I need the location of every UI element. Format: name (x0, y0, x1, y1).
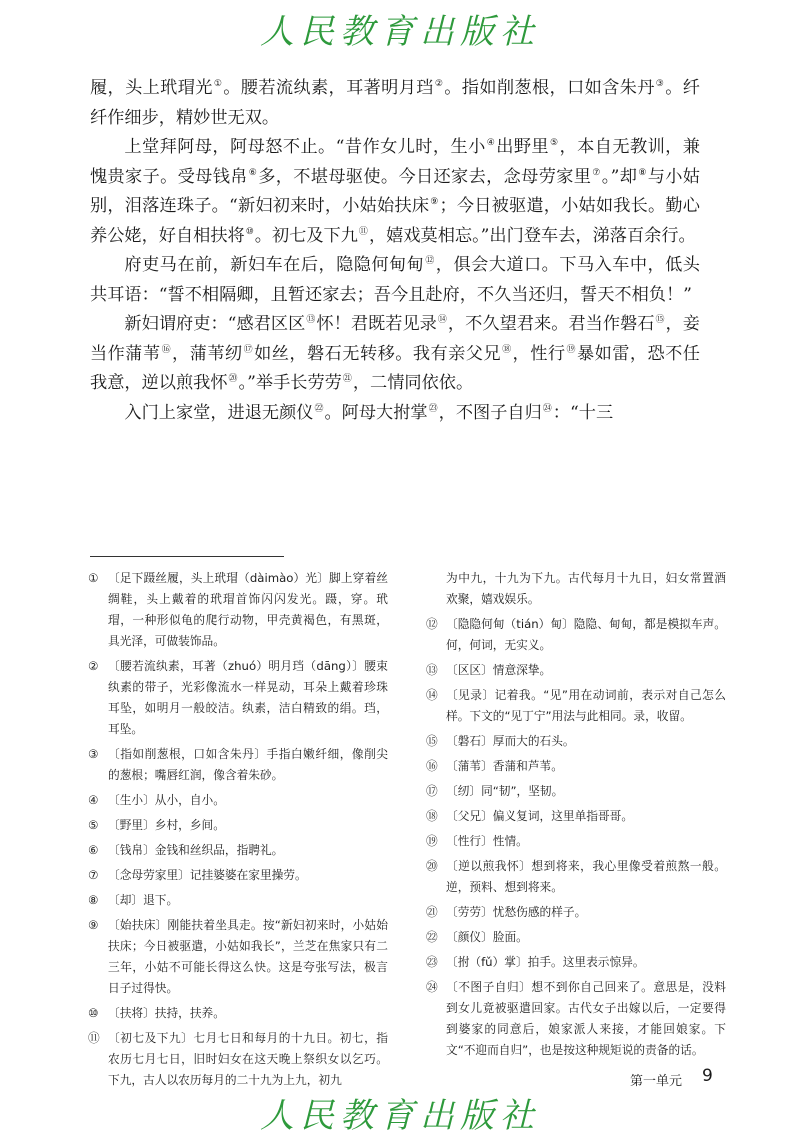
footnote-marker: ⑰ (243, 344, 254, 355)
paragraph (90, 310, 700, 399)
footnote (88, 890, 388, 911)
text-segment: 。纤纤作细步，精妙世无双。 (90, 78, 700, 128)
footnote-marker: ⑦ (592, 167, 601, 178)
text-segment: 府吏马在前，新妇车在后，隐隐何甸甸 (124, 255, 425, 275)
text-segment: ，俱会大道口。下马入车中，低头共耳语：“誓不相隔卿，且暂还家去；吾今且赴府，不久当还归，誓天不相负！” (90, 255, 700, 305)
footnote (426, 781, 726, 802)
footnote-marker: ⑯ (161, 344, 172, 355)
footnote-marker: ⑬ (306, 315, 316, 325)
text-segment: ，蒲苇纫 (172, 343, 243, 364)
footnote-number: ㉓ (426, 955, 438, 969)
text-segment: 履，头上玳瑁光 (90, 78, 213, 98)
footnote-text: 〔足下蹑丝履，头上玳瑁（dàimào）光〕脚上穿着丝绸鞋，头上戴着的玳瑁首饰闪闪发光。蹑，穿。玳瑁，一种形似龟的爬行动物，甲壳黄褐色，有黑斑，具光泽，可做装饰品。 (108, 571, 388, 648)
footnote-number: ⑱ (426, 809, 438, 823)
footnote (426, 831, 726, 852)
footnote (426, 756, 726, 777)
footnote-divider (90, 556, 284, 557)
footnote-text: 〔生小〕从小，自小。 (108, 793, 225, 807)
text-segment: 多，不堪母驱使。今日还家去，念母劳家里 (258, 166, 592, 187)
footnote (426, 806, 726, 827)
text-segment: ，本自无教训，兼愧贵家子。受母钱帛 (90, 137, 700, 187)
footnote-text: 〔磐石〕厚而大的石头。 (446, 734, 575, 748)
text-segment: ，不久望君来。君当作磐石 (447, 314, 655, 334)
footnote-marker: ⑳ (228, 374, 238, 384)
footnote-number: ③ (88, 747, 99, 761)
footnote-text: 〔扶将〕扶持，扶养。 (108, 1006, 225, 1020)
footnote-text: 〔念母劳家里〕记挂婆婆在家里操劳。 (108, 868, 307, 882)
footnote-marker: ⑮ (655, 315, 665, 325)
footnote-number: ⑤ (88, 818, 99, 832)
footnote-number: ⑩ (88, 1006, 99, 1020)
footnote-marker: ㉔ (542, 403, 552, 414)
footnote-text: 〔颜仪〕脸面。 (446, 930, 528, 944)
footnote-number: ㉑ (426, 905, 438, 919)
text-segment: 。”却 (601, 166, 638, 187)
text-segment: 如丝，磐石无转移。我有亲父兄 (254, 343, 502, 364)
publisher-logo-top: 人民教育出版社 (260, 12, 540, 52)
footnote-marker: ① (213, 79, 223, 89)
footnote (88, 915, 388, 999)
paragraph (90, 133, 700, 251)
footnote-number: ④ (88, 793, 99, 807)
footnote-number: ⑪ (88, 1031, 100, 1045)
footnote (88, 656, 388, 740)
footnote-marker: ⑧ (638, 167, 647, 178)
text-segment: 入门上家堂，进退无颜仪 (124, 402, 314, 423)
footnote (426, 614, 726, 656)
text-segment: 。指如削葱根，口如含朱丹 (444, 78, 655, 98)
paragraph (90, 251, 700, 310)
footnote-marker: ㉑ (342, 374, 352, 384)
footnote-text: 为中九，十九为下九。古代每月十九日，妇女常置酒欢聚，嬉戏娱乐。 (446, 571, 726, 606)
page-number: 9 (702, 1066, 713, 1086)
footnote-text: 〔野里〕乡村，乡间。 (108, 818, 225, 832)
footnote-number: ① (88, 571, 99, 585)
text-segment: ：“十三 (552, 402, 614, 423)
unit-label: 第一单元 (630, 1074, 683, 1089)
footnote-text: 〔见录〕记着我。“见”用在动词前，表示对自己怎么样。下文的“见丁宁”用法与此相同。录，收留。 (446, 688, 726, 723)
footnote-marker: ⑩ (245, 226, 254, 237)
text-segment: ，妾当作蒲苇 (90, 314, 700, 364)
text-segment: ，不图子自归 (438, 402, 542, 423)
footnote-number: ⑰ (426, 784, 438, 798)
footnote-number: ⑳ (426, 859, 438, 873)
footnote-marker: ④ (486, 138, 496, 148)
footnote (88, 815, 388, 836)
text-segment: 新妇谓府吏：“感君区区 (124, 314, 306, 334)
paragraph (90, 74, 700, 133)
footnote (426, 660, 726, 681)
footnote-marker: ⑭ (437, 315, 447, 325)
footnote-marker: ㉓ (428, 403, 438, 414)
footnote-text: 〔父兄〕偏义复词，这里单指哥哥。 (446, 809, 634, 823)
footnote-marker: ② (434, 79, 444, 89)
footnote (88, 840, 388, 861)
footnote (426, 731, 726, 752)
footnote-text: 〔不图子自归〕想不到你自己回来了。意思是，没料到女儿竟被驱遣回家。古代女子出嫁以后，一定要得到婆家的同意后，娘家派人来接，才能回娘家。下文“不迎而自归”，也是按这种规矩说的责备的话。 (446, 980, 726, 1057)
text-segment: 怀！君既若见录 (316, 314, 437, 334)
footnotes-right-column (426, 568, 726, 1061)
footnote (426, 856, 726, 898)
footnote-number: ⑫ (426, 617, 438, 631)
footnote-marker: ③ (655, 79, 665, 89)
text-segment: 上堂拜阿母，阿母怒不止。“昔作女儿时，生小 (124, 137, 486, 157)
footnote (88, 568, 388, 652)
text-segment: 。”举手长劳劳 (238, 373, 342, 393)
footnote-text: 〔劳劳〕忧愁伤感的样子。 (446, 905, 587, 919)
footnote-text: 〔初七及下九〕七月七日和每月的十九日。初七，指农历七月七日，旧时妇女在这天晚上祭织女以乞巧。下九，古人以农历每月的二十九为上九，初九 (108, 1031, 388, 1087)
footnote-text: 〔腰若流纨素，耳著（zhuó）明月珰（dāng）〕腰束纨素的带子，光彩像流水一样晃动，耳朵上戴着珍珠耳坠，如明月一般皎洁。纨素，洁白精致的绢。珰，耳坠。 (108, 659, 388, 736)
footnote-number: ⑲ (426, 834, 438, 848)
text-segment: 出野里 (496, 137, 550, 157)
text-segment: ，二情同依依。 (352, 373, 474, 393)
footnote-text: 〔蒲苇〕香蒲和芦苇。 (446, 759, 563, 773)
footnote (426, 927, 726, 948)
footnote-text: 〔性行〕性情。 (446, 834, 528, 848)
footnote (426, 685, 726, 727)
text-segment: 。初七及下九 (254, 225, 358, 246)
footnote-number: ⑧ (88, 893, 99, 907)
footnote-number: ⑦ (88, 868, 99, 882)
text-segment: 。阿母大拊掌 (324, 402, 428, 423)
footnote (88, 744, 388, 786)
text-segment: ；今日被驱遣，小姑如我长。勤心养公姥，好自相扶将 (90, 196, 700, 246)
footnote-marker: ⑲ (566, 344, 576, 355)
footnote-marker: ⑥ (248, 167, 258, 178)
footnote-number: ⑭ (426, 688, 438, 702)
paragraph (90, 399, 700, 429)
footnote-marker: ㉒ (314, 403, 324, 414)
text-segment: 暴如雷，恐不任我意，逆以煎我怀 (90, 343, 700, 393)
footnote-number: ㉔ (426, 980, 438, 994)
publisher-logo-bottom: 人民教育出版社 (260, 1096, 540, 1136)
footnote-marker: ⑫ (425, 256, 435, 266)
footnote-text: 〔隐隐何甸（tián）甸〕隐隐、甸甸，都是模拟车声。何，何词，无实义。 (446, 617, 726, 652)
text-segment: 。腰若流纨素，耳著明月珰 (223, 78, 434, 98)
footnote-marker: ⑤ (550, 138, 559, 148)
footnote (426, 977, 726, 1061)
poem-text (90, 74, 700, 428)
footnote (426, 568, 726, 610)
footnote-number: ⑨ (88, 918, 99, 932)
footnote-number: ⑯ (426, 759, 438, 773)
footnote-text: 〔却〕退下。 (108, 893, 179, 907)
footnote-text: 〔拊（fǔ）掌〕拍手。这里表示惊异。 (446, 955, 645, 969)
footnote-marker: ⑨ (430, 197, 439, 207)
footnote-marker: ⑪ (358, 226, 368, 237)
text-segment: 与小姑别，泪落连珠子。“新妇初来时，小姑始扶床 (90, 166, 700, 216)
text-segment: ，嬉戏莫相忘。”出门登车去，涕落百余行。 (368, 225, 696, 246)
footnote-text: 〔纫〕同“韧”，坚韧。 (446, 784, 564, 798)
footnote (88, 865, 388, 886)
footnote-number: ② (88, 659, 99, 673)
footnote (426, 902, 726, 923)
text-segment: ，性行 (512, 343, 566, 364)
footnote-number: ⑮ (426, 734, 438, 748)
footnote-text: 〔区区〕情意深挚。 (446, 663, 552, 677)
footnote (426, 952, 726, 973)
footnote-marker: ⑱ (502, 344, 512, 355)
footnote-number: ㉒ (426, 930, 438, 944)
footnote-number: ⑥ (88, 843, 99, 857)
footnote (88, 790, 388, 811)
footnote-text: 〔始扶床〕刚能扶着坐具走。按“新妇初来时，小姑始扶床；今日被驱遣，小姑如我长”，兰芝在焦家只有二三年，小姑不可能长得这么快。这是夸张写法，极言日子过得快。 (108, 918, 388, 995)
footnote (88, 1028, 388, 1091)
footnote-number: ⑬ (426, 663, 438, 677)
footnote-text: 〔钱帛〕金钱和丝织品，指聘礼。 (108, 843, 284, 857)
footnotes-left-column (88, 568, 388, 1091)
footnote-text: 〔逆以煎我怀〕想到将来，我心里像受着煎熬一般。逆，预料、想到将来。 (446, 859, 726, 894)
footnote-text: 〔指如削葱根，口如含朱丹〕手指白嫩纤细，像削尖的葱根；嘴唇红润，像含着朱砂。 (108, 747, 388, 782)
footnote (88, 1003, 388, 1024)
